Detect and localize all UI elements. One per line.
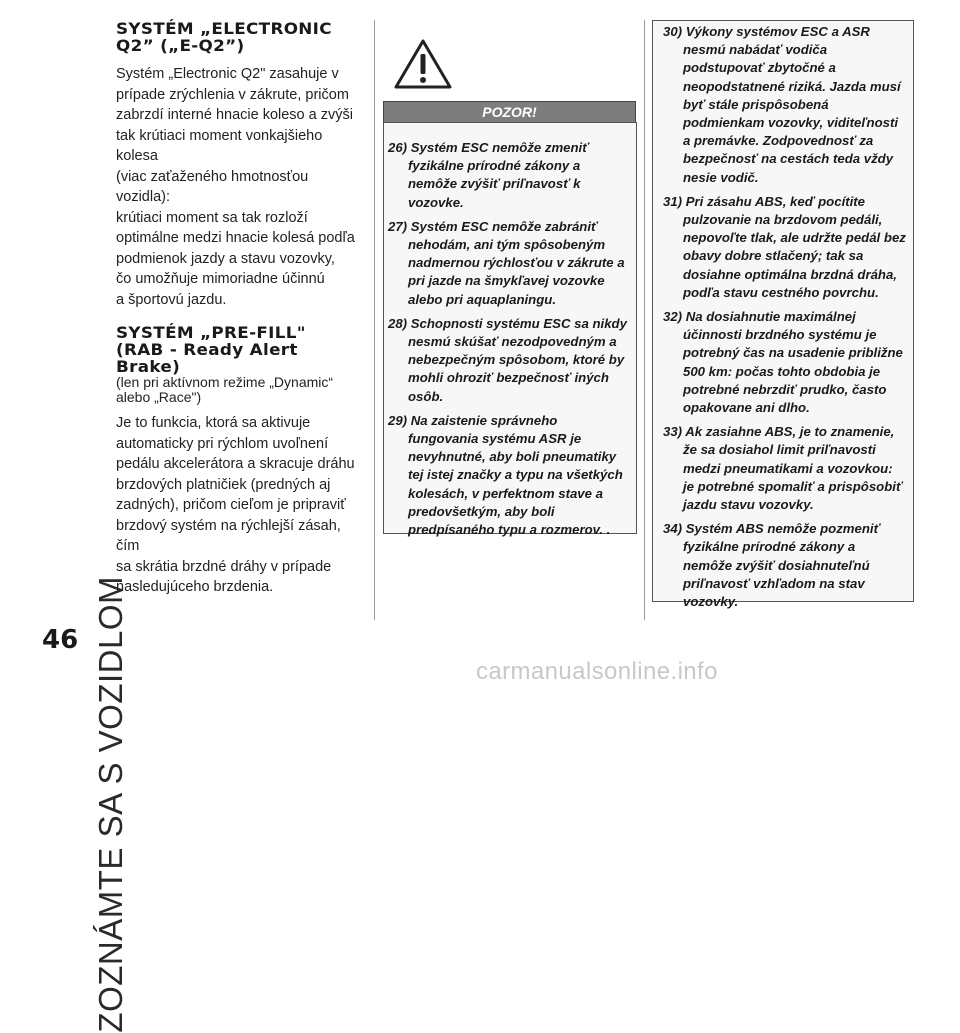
section-electronic-q2 bbox=[116, 20, 366, 310]
text-line: čo umožňuje mimoriadne účinnú bbox=[116, 271, 325, 287]
warning-note: 33) Ak zasiahne ABS, je to znamenie, že sa dosiahol limit priľnavosti medzi pneumatikami a vozovkou: je potrebné spomaliť a prispôsobiť jazdu stavu vozovky. bbox=[663, 424, 903, 513]
column-divider-left bbox=[374, 20, 375, 620]
section-heading-line: SYSTÉM „PRE-FILL" bbox=[116, 323, 306, 342]
warning-notes-box-left bbox=[383, 122, 637, 538]
text-line: zadných), pričom cieľom je pripraviť bbox=[116, 497, 346, 513]
warning-note: 34) Systém ABS nemôže pozmeniť fyzikálne prírodné zákony a nemôže zvýšiť dosiahnuteľnú priľnavosť vzhľadom na stav vozovky. bbox=[663, 521, 880, 610]
text-line: (viac zaťaženého hmotnosťou vozidla): bbox=[116, 168, 309, 205]
text-line: automaticky pri rýchlom uvoľnení bbox=[116, 435, 329, 452]
section-heading-line: Q2” („E-Q2”) bbox=[116, 36, 245, 55]
text-line: a športovú jazdu. bbox=[116, 291, 227, 308]
warning-note: 31) Pri zásahu ABS, keď pocítite pulzovanie na brzdovom pedáli, nepovoľte tlak, ale udržte pedál bez obavy dobre stlačený; tak sa dosiahne optimálna brzdná dráha, podľa stavu cestného povrchu. bbox=[663, 193, 906, 300]
text-line: Systém „Electronic Q2" zasahuje v bbox=[116, 66, 339, 82]
section-heading-line: SYSTÉM „ELECTRONIC bbox=[116, 19, 332, 38]
text-line: pedálu akcelerátora a skracuje dráhu bbox=[116, 456, 355, 472]
warning-heading: POZOR! bbox=[383, 101, 636, 123]
text-line: tak krútiaci moment vonkajšieho kolesa bbox=[116, 127, 323, 164]
section-subtitle bbox=[116, 375, 366, 405]
section-heading-line: (RAB - Ready Alert bbox=[116, 340, 298, 359]
section-pre-fill bbox=[116, 324, 366, 598]
warning-note: 32) Na dosiahnutie maximálnej účinnosti brzdného systému je potrebný čas na usadenie približne 500 km: počas tohto obdobia je potrebné nebrzdiť prudko, často opakovane ani dlho. bbox=[663, 309, 903, 416]
side-chapter-title-text: ZOZNÁMTE SA S VOZIDLOM bbox=[92, 576, 129, 1033]
subtitle-line: (len pri aktívnom režime „Dynamic“ bbox=[116, 374, 334, 390]
warning-triangle-icon bbox=[393, 38, 453, 90]
section-heading-line: Brake) bbox=[116, 357, 181, 376]
text-line: brzdových platničiek (predných aj bbox=[116, 476, 331, 493]
page-number: 46 bbox=[42, 625, 79, 655]
watermark: carmanualsonline.info bbox=[476, 658, 718, 685]
warning-notes-box-right bbox=[652, 20, 914, 610]
warning-note: 30) Výkony systémov ESC a ASR nesmú nabádať vodiča podstupovať zbytočné a neopodstatnené riziká. Jazda musí byť stále prispôsobená podmienkam vozovky, viditeľnosti a premávke. Zodpovednosť za bezpečnosť na cestách teda vždy nesie vodič. bbox=[663, 24, 901, 185]
text-line: prípade zrýchlenia v zákrute, pričom bbox=[116, 86, 349, 103]
text-line: nasledujúceho brzdenia. bbox=[116, 579, 274, 595]
column-divider-right bbox=[644, 20, 645, 620]
warning-note: 26) Systém ESC nemôže zmeniť fyzikálne prírodné zákony a nemôže zvýšiť priľnavosť k vozovke. bbox=[388, 140, 589, 210]
subtitle-line: alebo „Race") bbox=[116, 389, 202, 405]
text-line: brzdový systém na rýchlejší zásah, čím bbox=[116, 517, 341, 554]
warning-note: 29) Na zaistenie správneho fungovania systému ASR je nevyhnutné, aby boli pneumatiky tej istej značky a typu na všetkých kolesách, v perfektnom stave a predovšetkým, aby boli predpísaného typu a rozmerov. . bbox=[388, 412, 623, 538]
warning-note: 28) Schopnosti systému ESC sa nikdy nesmú skúšať nezodpovedným a nebezpečným spôsobom, ktoré by mohli ohroziť bezpečnosť iných osôb. bbox=[388, 315, 627, 404]
section-body bbox=[116, 413, 366, 598]
text-line: podmienok jazdy a stavu vozovky, bbox=[116, 250, 335, 267]
section-body bbox=[116, 64, 366, 310]
text-line: optimálne medzi hnacie kolesá podľa bbox=[116, 230, 355, 246]
warning-note: 27) Systém ESC nemôže zabrániť nehodám, ani tým spôsobeným nadmernou rýchlosťou v zákrute a pri jazde na šmykľavej vozovke alebo pri aquaplaningu. bbox=[388, 218, 625, 307]
text-line: zabrzdí interné hnacie koleso a zvýši bbox=[116, 107, 353, 123]
text-line: sa skrátia brzdné dráhy v prípade bbox=[116, 558, 332, 575]
text-column-left bbox=[116, 20, 366, 608]
warning-header bbox=[383, 38, 636, 123]
text-line: krútiaci moment sa tak rozloží bbox=[116, 209, 308, 226]
text-line: Je to funkcia, ktorá sa aktivuje bbox=[116, 415, 311, 431]
